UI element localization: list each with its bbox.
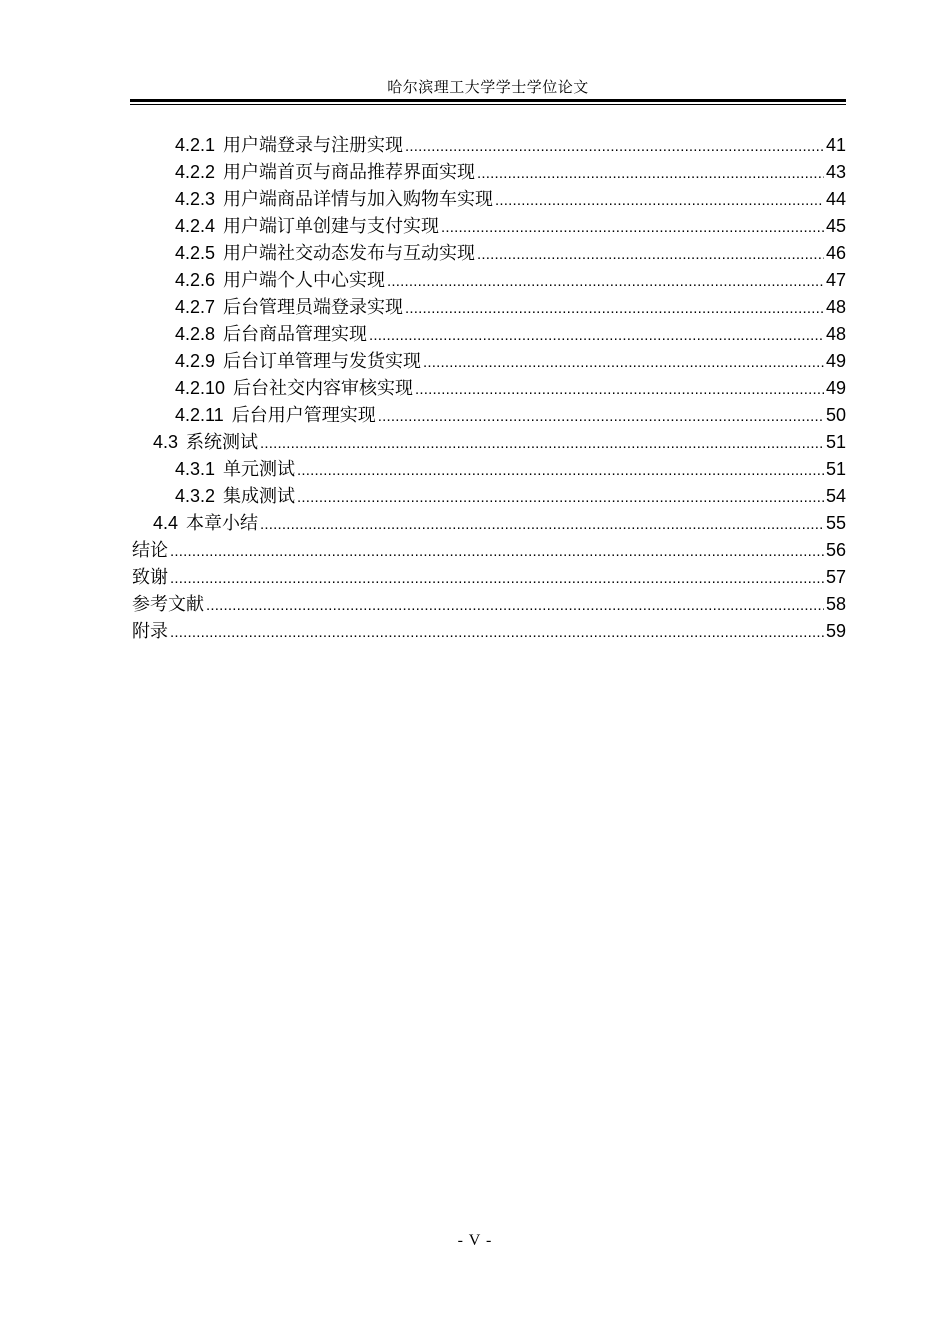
toc-entry-page: 49 (825, 378, 846, 398)
toc-entry-title: 系统测试 (186, 432, 259, 453)
toc-entry-label (132, 591, 204, 618)
toc-entry-label (175, 375, 413, 402)
toc-entry-label (175, 402, 376, 429)
toc-entry[interactable] (132, 294, 846, 321)
toc-entry-title: 后台社交内容审核实现 (233, 378, 414, 399)
toc-entry-title: 单元测试 (223, 459, 296, 480)
toc-entry-number: 4.2.5 (175, 243, 216, 263)
toc-entry-number: 4.3.2 (175, 486, 216, 506)
toc-entry[interactable] (132, 213, 846, 240)
toc-entry-label (132, 564, 168, 591)
toc-entry[interactable] (132, 375, 846, 402)
toc-entry-title: 参考文献 (132, 594, 204, 615)
toc-dot-leader (378, 403, 824, 429)
toc-entry-label (175, 294, 403, 321)
toc-entry-page: 41 (825, 135, 846, 155)
toc-entry-label (175, 213, 439, 240)
toc-entry-title: 用户端商品详情与加入购物车实现 (223, 189, 494, 210)
toc-entry-page: 51 (825, 432, 846, 452)
toc-dot-leader (170, 619, 824, 645)
toc-entry-title: 用户端登录与注册实现 (223, 135, 404, 156)
toc-entry-label (175, 483, 295, 510)
toc-dot-leader (297, 457, 824, 483)
toc-dot-leader (405, 295, 824, 321)
toc-entry-number: 4.2.10 (175, 378, 226, 398)
toc-entry-page: 57 (825, 567, 846, 587)
toc-dot-leader (415, 376, 824, 402)
toc-entry-page: 49 (825, 351, 846, 371)
toc-entry-title: 用户端社交动态发布与互动实现 (223, 243, 476, 264)
toc-entry-title: 用户端个人中心实现 (223, 270, 386, 291)
table-of-contents (132, 132, 846, 645)
toc-entry-page: 50 (825, 405, 846, 425)
toc-dot-leader (260, 511, 824, 537)
toc-entry-number: 4.2.6 (175, 270, 216, 290)
toc-entry-label (175, 159, 475, 186)
toc-entry-number: 4.2.7 (175, 297, 216, 317)
toc-entry-title: 致谢 (132, 567, 168, 588)
toc-dot-leader (387, 268, 824, 294)
toc-entry[interactable] (132, 321, 846, 348)
toc-entry[interactable] (132, 186, 846, 213)
toc-entry-page: 48 (825, 324, 846, 344)
toc-entry-number: 4.3.1 (175, 459, 216, 479)
toc-entry-label (175, 240, 475, 267)
toc-entry-page: 47 (825, 270, 846, 290)
toc-entry-title: 附录 (132, 621, 168, 642)
toc-entry[interactable] (132, 591, 846, 618)
toc-entry-page: 45 (825, 216, 846, 236)
toc-entry-title: 用户端首页与商品推荐界面实现 (223, 162, 476, 183)
toc-entry-label (175, 321, 367, 348)
toc-entry[interactable] (132, 456, 846, 483)
toc-dot-leader (477, 241, 824, 267)
toc-entry-label (132, 618, 168, 645)
toc-entry[interactable] (132, 429, 846, 456)
toc-entry[interactable] (132, 240, 846, 267)
toc-entry[interactable] (132, 564, 846, 591)
running-header: 哈尔滨理工大学学士学位论文 (387, 80, 589, 96)
toc-dot-leader (477, 160, 824, 186)
toc-entry-page: 44 (825, 189, 846, 209)
toc-entry-page: 43 (825, 162, 846, 182)
toc-entry-page: 51 (825, 459, 846, 479)
header-rule-thin (130, 104, 846, 105)
header-rule-thick (130, 99, 846, 102)
toc-entry-page: 58 (825, 594, 846, 614)
toc-entry-number: 4.2.11 (175, 405, 224, 425)
toc-entry[interactable] (132, 159, 846, 186)
toc-entry-number: 4.2.8 (175, 324, 216, 344)
toc-entry[interactable] (132, 618, 846, 645)
toc-entry[interactable] (132, 510, 846, 537)
toc-entry-title: 后台管理员端登录实现 (223, 297, 404, 318)
toc-entry[interactable] (132, 537, 846, 564)
toc-entry-number: 4.4 (153, 513, 179, 533)
toc-entry-number: 4.2.2 (175, 162, 216, 182)
toc-dot-leader (405, 133, 824, 159)
toc-entry-label (175, 348, 421, 375)
toc-entry[interactable] (132, 348, 846, 375)
toc-entry-label (153, 429, 258, 456)
toc-dot-leader (423, 349, 824, 375)
toc-entry-label (132, 537, 168, 564)
toc-entry-page: 54 (825, 486, 846, 506)
toc-entry-page: 56 (825, 540, 846, 560)
toc-entry[interactable] (132, 267, 846, 294)
toc-entry-title: 后台订单管理与发货实现 (223, 351, 422, 372)
toc-entry-label (153, 510, 258, 537)
toc-entry[interactable] (132, 402, 846, 429)
toc-entry-page: 48 (825, 297, 846, 317)
toc-entry-label (175, 267, 385, 294)
toc-dot-leader (441, 214, 824, 240)
toc-entry-page: 55 (825, 513, 846, 533)
page-number: - V - (457, 1232, 493, 1249)
toc-entry-title: 集成测试 (223, 486, 296, 507)
toc-entry-number: 4.2.3 (175, 189, 216, 209)
toc-entry-number: 4.3 (153, 432, 179, 452)
toc-entry-number: 4.2.9 (175, 351, 216, 371)
toc-entry[interactable] (132, 132, 846, 159)
toc-entry-title: 后台用户管理实现 (231, 405, 376, 426)
toc-entry-page: 59 (825, 621, 846, 641)
toc-dot-leader (170, 538, 824, 564)
toc-entry-title: 用户端订单创建与支付实现 (223, 216, 440, 237)
toc-entry-title: 本章小结 (186, 513, 259, 534)
toc-entry[interactable] (132, 483, 846, 510)
toc-entry-page: 46 (825, 243, 846, 263)
toc-dot-leader (260, 430, 824, 456)
toc-dot-leader (495, 187, 824, 213)
toc-entry-label (175, 456, 295, 483)
toc-entry-title: 结论 (132, 540, 168, 561)
toc-dot-leader (206, 592, 824, 618)
toc-dot-leader (170, 565, 824, 591)
toc-dot-leader (369, 322, 824, 348)
toc-entry-number: 4.2.4 (175, 216, 216, 236)
toc-entry-number: 4.2.1 (175, 135, 216, 155)
toc-entry-label (175, 186, 493, 213)
toc-dot-leader (297, 484, 824, 510)
toc-entry-label (175, 132, 403, 159)
toc-entry-title: 后台商品管理实现 (223, 324, 368, 345)
